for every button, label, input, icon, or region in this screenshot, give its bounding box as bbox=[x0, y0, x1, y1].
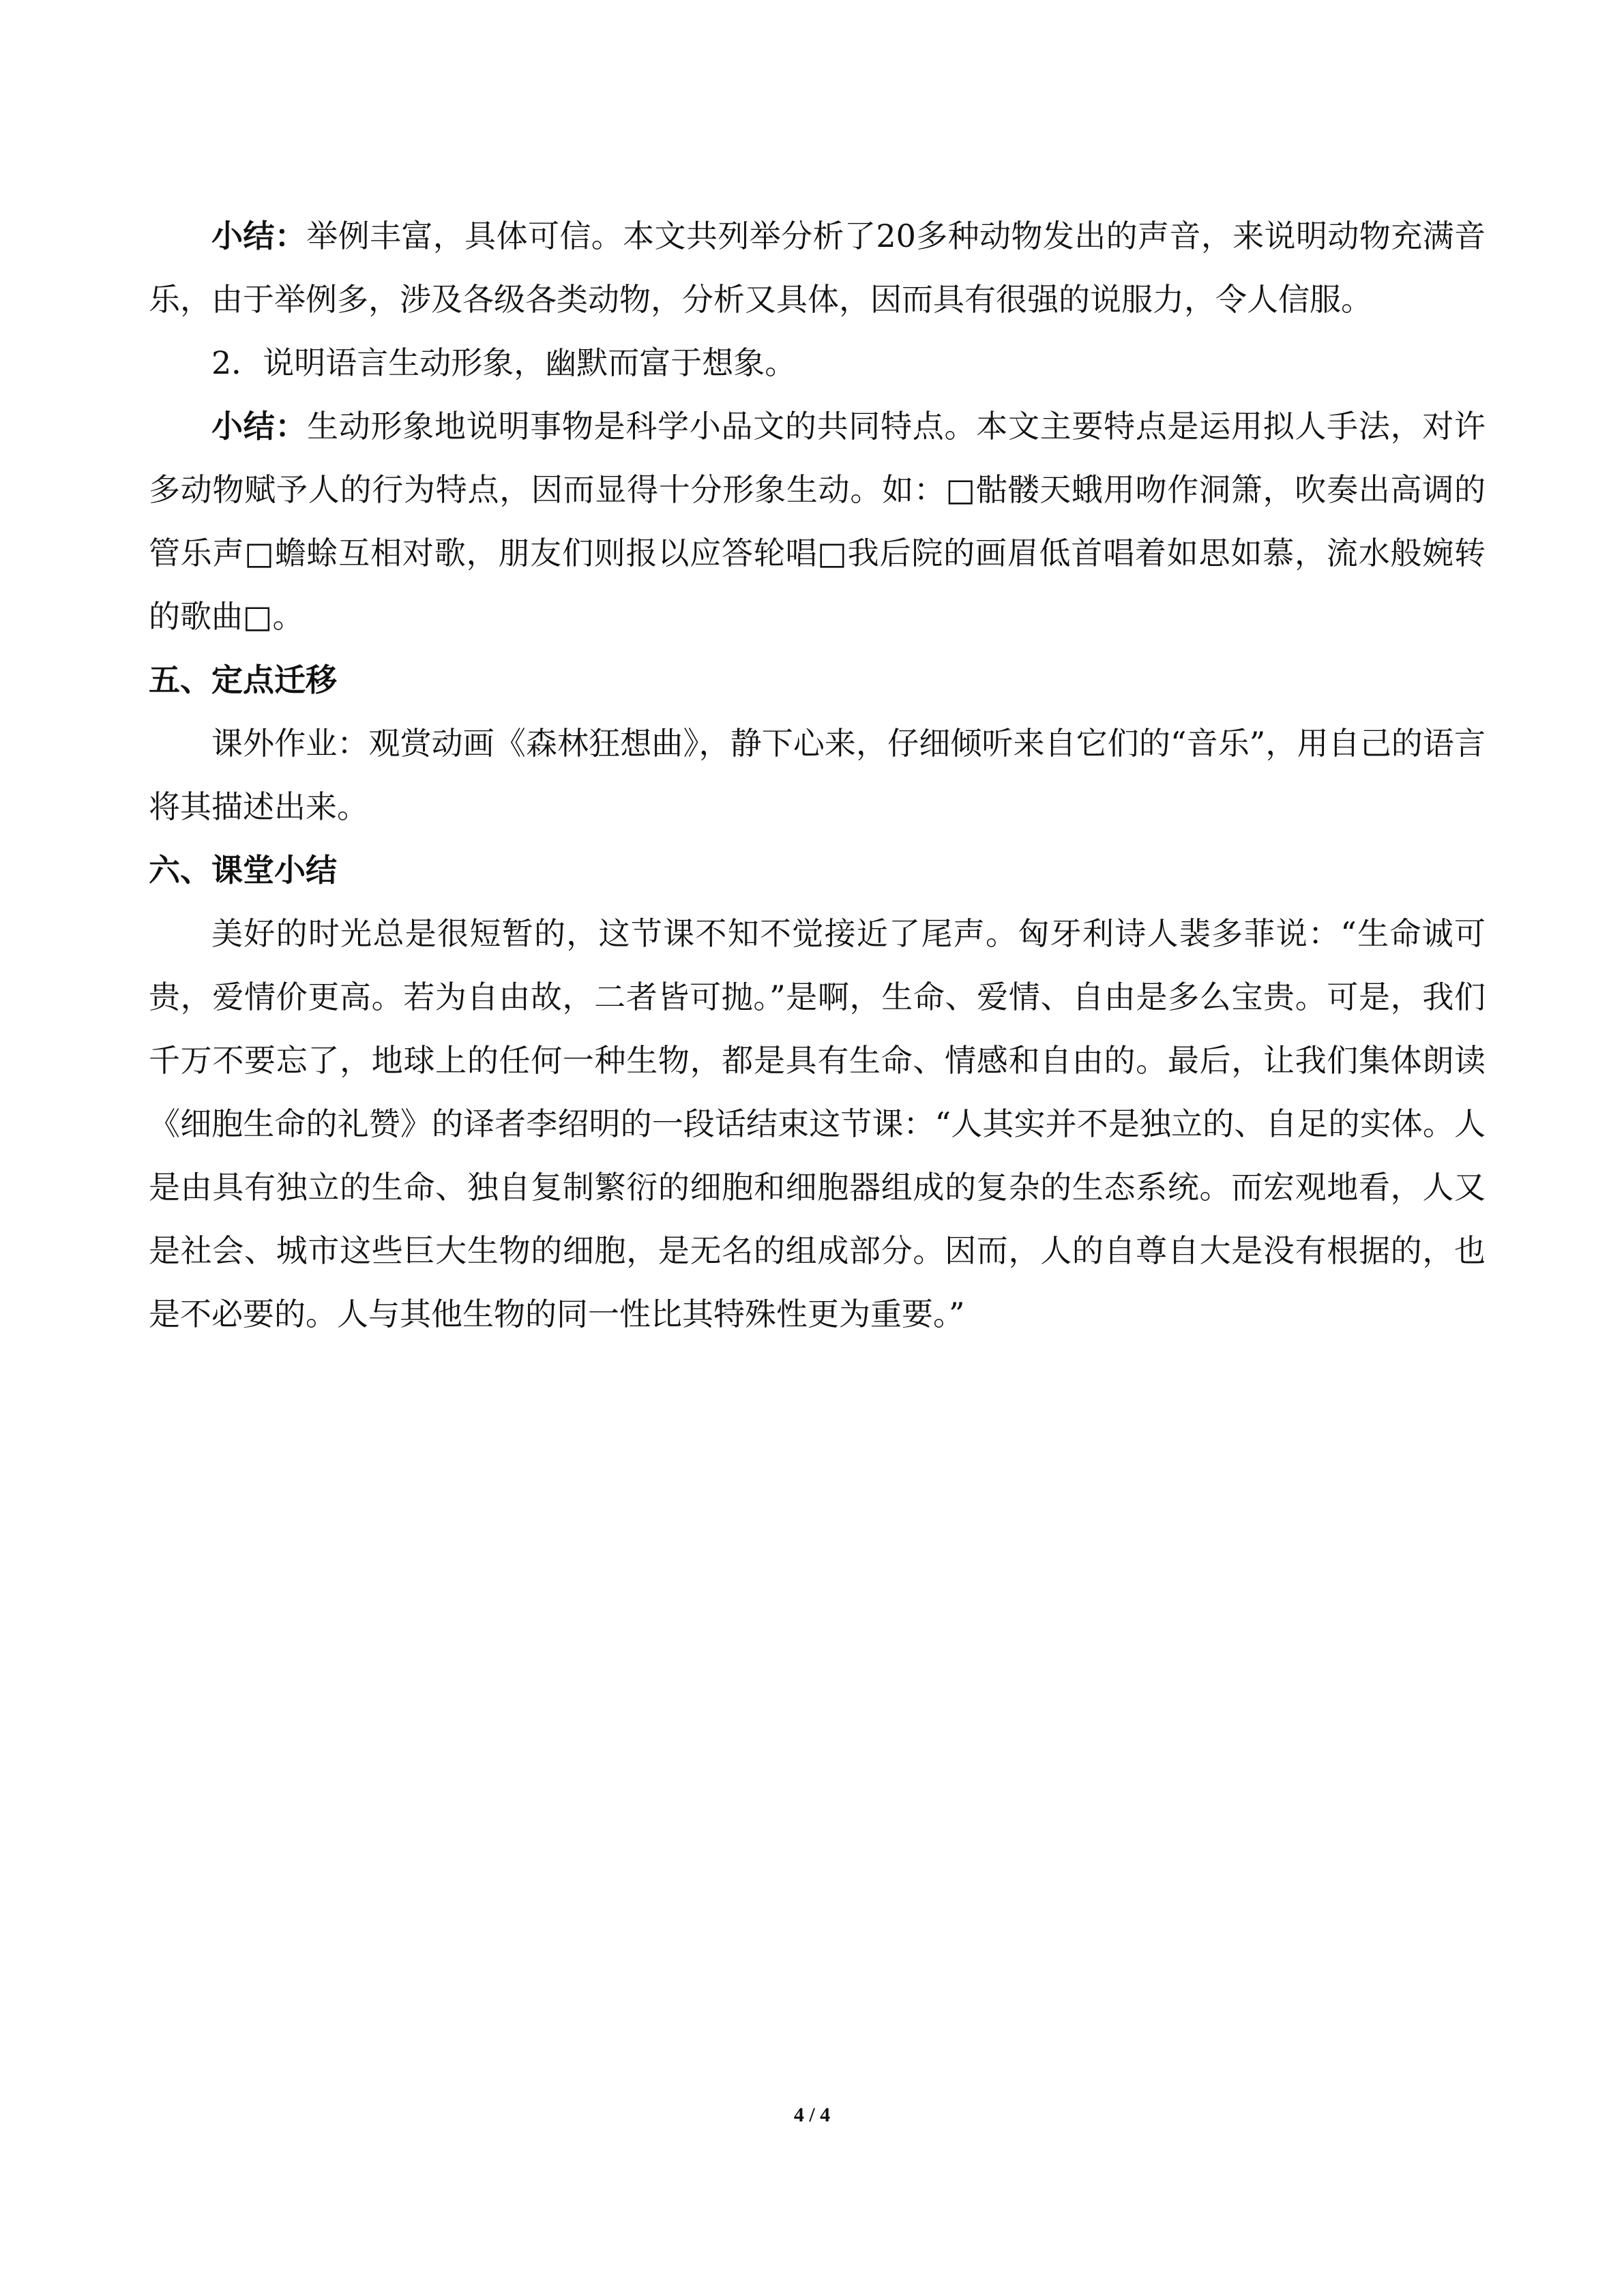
summary-paragraph-2 bbox=[149, 395, 1486, 648]
summary-paragraph-1 bbox=[149, 205, 1486, 331]
section-5-paragraph: 课外作业：观赏动画《森林狂想曲》，静下心来，仔细倾听来自它们的“音乐”，用自己的语言将其描述出来。 bbox=[149, 725, 1486, 825]
section-5-heading: 五、定点迁移 bbox=[149, 661, 337, 698]
summary-text: 生动形象地说明事物是科学小品文的共同特点。本文主要特点是运用拟人手法，对许多动物赋予人的行为特点，因而显得十分形象生动。如：□骷髅天蛾用吻作洞箫，吹奏出高调的管乐声□蟾蜍互相对歌，朋友们则报以应答轮唱□我后院的画眉低首唱着如思如慕，流水般婉转的歌曲□。 bbox=[149, 408, 1486, 635]
summary-label: 小结： bbox=[211, 408, 308, 445]
section-6-heading: 六、课堂小结 bbox=[149, 852, 337, 889]
page-number: 4 / 4 bbox=[793, 2104, 831, 2126]
summary-text: 举例丰富，具体可信。本文共列举分析了20多种动物发出的声音，来说明动物充满音乐，由于举例多，涉及各级各类动物，分析又具体，因而具有很强的说服力，令人信服。 bbox=[149, 218, 1486, 318]
section-6-paragraph: 美好的时光总是很短暂的，这节课不知不觉接近了尾声。匈牙利诗人裴多菲说：“生命诚可贵，爱情价更高。若为自由故，二者皆可抛。”是啊，生命、爱情、自由是多么宝贵。可是，我们千万不要忘了，地球上的任何一种生物，都是具有生命、情感和自由的。最后，让我们集体朗读《细胞生命的礼赞》的译者李绍明的一段话结束这节课：“人其实并不是独立的、自足的实体。人是由具有独立的生命、独自复制繁衍的细胞和细胞器组成的复杂的生态系统。而宏观地看，人又是社会、城市这些巨大生物的细胞，是无名的组成部分。因而，人的自尊自大是没有根据的，也是不必要的。人与其他生物的同一性比其特殊性更为重要。” bbox=[149, 915, 1486, 1332]
point-2-paragraph: 2．说明语言生动形象，幽默而富于想象。 bbox=[211, 344, 797, 381]
document-body bbox=[149, 205, 1486, 1346]
summary-label: 小结： bbox=[211, 218, 307, 254]
